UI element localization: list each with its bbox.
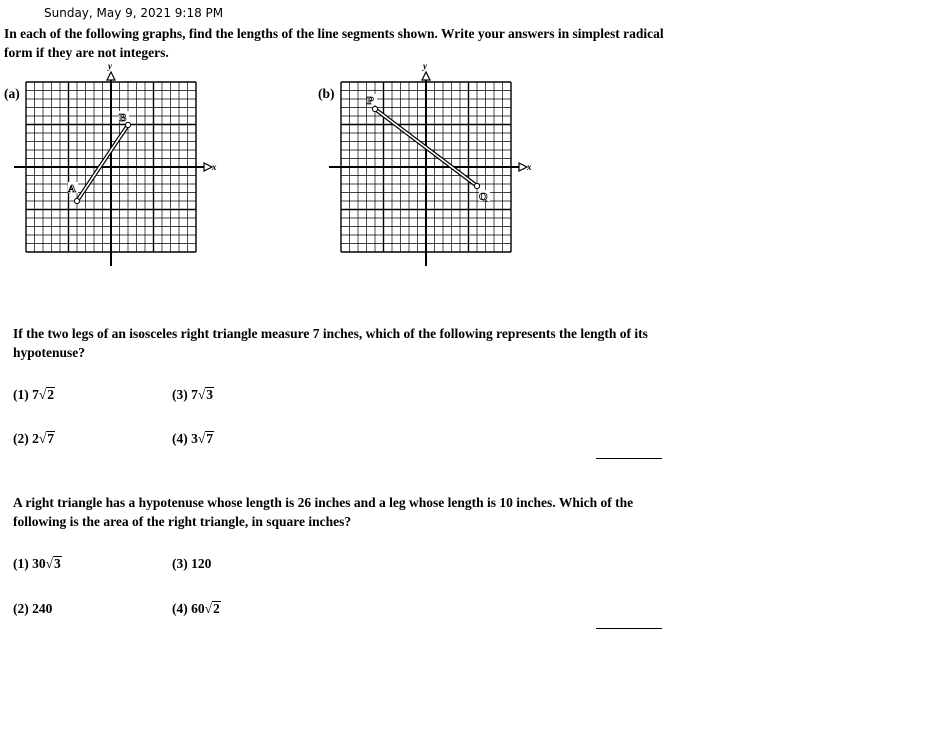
q1-choice-1: (1) 7√2 [13,387,55,402]
q1-answer-blank [596,458,662,459]
choice-number: (1) [13,556,29,571]
choice-coefficient: 7 [191,387,198,402]
choice-radicand: 3 [206,387,214,402]
graph-b-label: (b) [318,86,335,101]
q2-choice-3 [172,556,211,572]
graph-a-y-arrow-icon [107,72,115,80]
q2-answer-blank [596,628,662,629]
choice-coefficient: 3 [191,431,198,446]
q2-choice-1: (1) 30√3 [13,556,61,571]
choice-number: (3) [172,387,188,402]
graph-b-y-label: y [423,61,427,71]
timestamp: Sunday, May 9, 2021 9:18 PM [44,6,224,20]
graph-a-x-label: x [212,162,217,172]
q1-choice-3: (3) 7√3 [172,387,214,402]
graph-b-x-arrow-icon [519,163,527,171]
choice-coefficient: 2 [32,431,39,446]
choice-coefficient: 60 [191,601,205,616]
point-a-marker [74,198,79,203]
choice-number: (1) [13,387,29,402]
choice-number: (2) [13,431,29,446]
graph-a [0,60,230,270]
choice-number: (4) [172,601,188,616]
graph-b-x-label: x [527,162,532,172]
q1-choice-4: (4) 3√7 [172,431,214,446]
instructions: In each of the following graphs, find the lengths of the line segments shown. Write your answers in simplest radical form if they are not integers. [4,26,664,60]
point-q-marker [474,183,479,188]
choice-number: (3) [172,556,188,571]
choice-radicand: 7 [206,431,214,446]
graph-b [325,60,540,270]
q2-choice-4: (4) 60√2 [172,601,220,616]
point-p-label: P [367,95,374,107]
graph-a-label: (a) [4,86,20,101]
point-a-label: A [68,183,76,195]
choice-radicand: 7 [47,431,55,446]
graph-b-y-arrow-icon [422,72,430,80]
question-1-text: If the two legs of an isosceles right triangle measure 7 inches, which of the following represents the length of its hypotenuse? [13,326,648,360]
choice-radicand: 3 [54,556,61,571]
choice-radicand: 2 [47,387,55,402]
choice-number: (4) [172,431,188,446]
choice-radicand: 2 [213,601,220,616]
q1-choice-2: (2) 2√7 [13,431,55,446]
point-b-label: B [119,112,127,124]
choice-value: 120 [191,556,212,571]
choice-number: (2) [13,601,29,616]
graph-a-y-label: y [108,61,112,71]
choice-coefficient: 30 [32,556,46,571]
graph-a-x-arrow-icon [204,163,212,171]
question-2-text: A right triangle has a hypotenuse whose length is 26 inches and a leg whose length is 10 inches. Which of the following is the area of the right triangle, in square inches? [13,495,634,529]
q2-choice-2 [13,601,52,617]
point-p-marker [372,106,377,111]
point-q-label: Q [479,191,488,203]
choice-value: 240 [32,601,53,616]
choice-coefficient: 7 [32,387,39,402]
